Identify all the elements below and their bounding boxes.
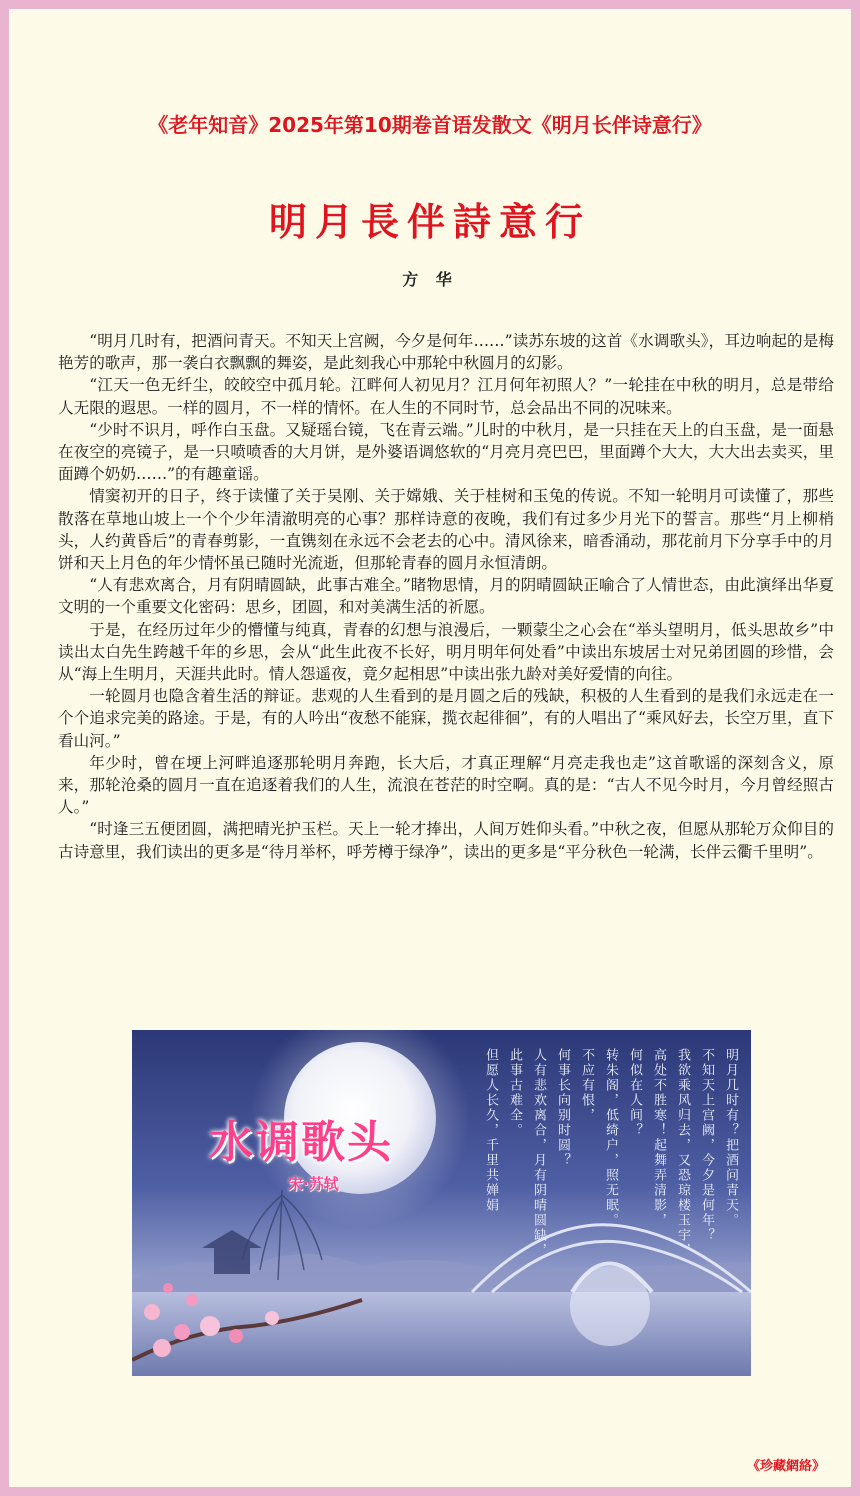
poem-column: 高处不胜寒！起舞弄清影， (651, 1048, 666, 1228)
poem-column: 但愿人长久，千里共婵娟 (483, 1048, 498, 1213)
paragraph: “少时不识月，呼作白玉盘。又疑瑶台镜，飞在青云端。”儿时的中秋月，是一只挂在天上的白玉盘，是一面悬在夜空的亮镜子，是一只喷喷香的大月饼，是外婆语调悠软的“月亮月亮巴巴，里面蹲个大大，大大出去卖买，里面蹲个奶奶……”的有趣童谣。 (58, 420, 834, 484)
poem-column: 不应有恨， (579, 1048, 594, 1123)
poem-text (482, 1048, 739, 1258)
paragraph: “人有悲欢离合，月有阴晴圆缺，此事古难全。”睹物思情，月的阴晴圆缺正喻合了人情世态，由此演绎出华夏文明的一个重要文化密码：思乡，团圆，和对美满生活的祈愿。 (58, 576, 834, 617)
paragraph: 年少时，曾在埂上河畔追逐那轮明月奔跑，长大后，才真正理解“月亮走我也走”这首歌谣的深刻含义，原来，那轮沧桑的圆月一直在追逐着我们的人生，流浪在苍茫的时空啊。真的是：“古人不见今时月，今月曾经照古人。” (58, 753, 834, 817)
article-author: 方 华 (402, 270, 458, 289)
poem-column: 何事长向别时圆？ (555, 1048, 570, 1168)
poem-column: 我欲乘风归去，又恐琼楼玉宇， (675, 1048, 690, 1258)
paragraph: “江天一色无纤尘，皎皎空中孤月轮。江畔何人初见月？江月何年初照人？”一轮挂在中秋的明月，总是带给人无限的遐思。一样的圆月，不一样的情怀。在人生的不同时节，总会品出不同的况味来。 (58, 376, 834, 417)
poem-author: 宋·苏轼 (288, 1175, 339, 1193)
moon-illustration (132, 1030, 751, 1376)
poem-title: 水调歌头 (209, 1117, 393, 1168)
poem-column: 不知天上宫阙，今夕是何年？ (699, 1048, 714, 1243)
poem-column: 人有悲欢离合，月有阴晴圆缺， (531, 1048, 546, 1258)
poem-column: 转朱阁，低绮户，照无眠。 (603, 1048, 618, 1228)
issue-heading: 《老年知音》2025年第10期卷首语发散文《明月长伴诗意行》 (148, 113, 712, 137)
source-credit: 《珍藏網絡》 (746, 1459, 825, 1474)
paragraph: “明月几时有，把酒问青天。不知天上宫阙，今夕是何年……”读苏东坡的这首《水调歌头》，耳边响起的是梅艳芳的歌声，那一袭白衣飘飘的舞姿，是此刻我心中那轮中秋圆月的幻影。 (58, 332, 834, 373)
poem-column: 何似在人间？ (627, 1048, 642, 1138)
article-title: 明月長伴詩意行 (268, 199, 591, 244)
paragraph: 一轮圆月也隐含着生活的辩证。悲观的人生看到的是月圆之后的残缺，积极的人生看到的是我们永远走在一个个追求完美的路途。于是，有的人吟出“夜愁不能寐，揽衣起徘徊”，有的人唱出了“乘风好去，长空万里，直下看山河。” (58, 687, 834, 750)
moon-reflection (570, 1266, 650, 1346)
paragraph: “时逢三五便团圆，满把晴光护玉栏。天上一轮才捧出，人间万姓仰头看。”中秋之夜，但愿从那轮万众仰目的古诗意里，我们读出的更多是“待月举杯，呼芳樽于绿净”，读出的更多是“平分秋色一轮满，长伴云衢千里明”。 (58, 820, 834, 861)
article-body (58, 330, 834, 863)
paragraph: 情窦初开的日子，终于读懂了关于吴刚、关于嫦娥、关于桂树和玉兔的传说。不知一轮明月可读懂了，那些散落在草地山坡上一个个少年清澈明亮的心事？那样诗意的夜晚，我们有过多少月光下的誓言。那些“月上柳梢头，人约黄昏后”的青春剪影，一直镌刻在永远不会老去的心中。清风徐来，暗香涌动，那花前月下分享手中的月饼和天上月色的年少情怀虽已随时光流逝，但那轮青春的圆月永恒清朗。 (58, 487, 834, 573)
article-page (9, 9, 851, 1487)
paragraph: 于是，在经历过年少的懵懂与纯真，青春的幻想与浪漫后，一颗蒙尘之心会在“举头望明月，低头思故乡”中读出太白先生跨越千年的乡思，会从“此生此夜不长好，明月明年何处看”中读出东坡居士对兄弟团圆的珍惜，会从“海上生明月，天涯共此时。情人怨遥夜，竟夕起相思”中读出张九龄对美好爱情的向往。 (58, 620, 834, 684)
poem-column: 此事古难全。 (507, 1048, 522, 1138)
poem-column: 明月几时有？把酒问青天。 (723, 1048, 738, 1228)
